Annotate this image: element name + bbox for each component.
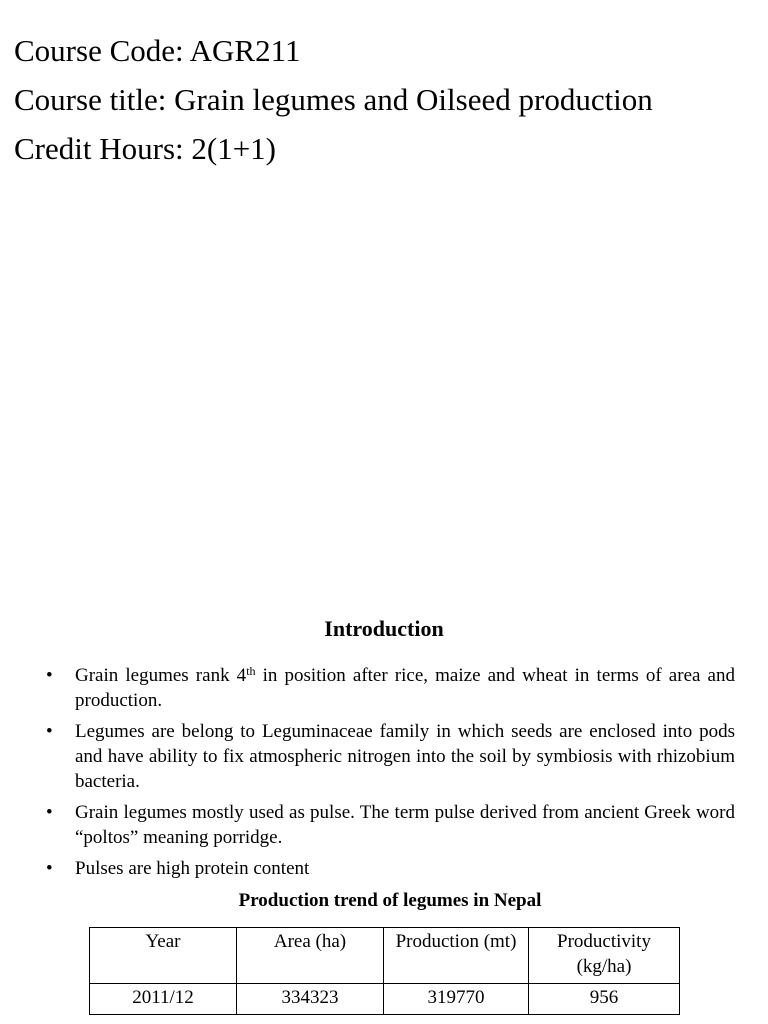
bullet-item [0,719,768,794]
table-cell-production: 319770 [384,984,529,1015]
bullet-text: Grain legumes mostly used as pulse. The term pulse derived from ancient Greek word “poltos” meaning porridge. [75,802,735,848]
bullet-marker: • [46,665,53,686]
table-header-row [90,928,680,984]
bullet-item [0,856,768,881]
column-header-productivity: Productivity (kg/ha) [529,928,680,984]
introduction-heading: Introduction [324,616,444,641]
superscript-ordinal: th [246,664,256,678]
bullet-marker: • [46,802,53,823]
table-cell-productivity: 956 [529,984,680,1015]
table-caption: Production trend of legumes in Nepal [238,890,542,911]
table-cell-area: 334323 [237,984,384,1015]
bullet-text-end: in position after rice, maize and wheat in terms of area and production. [75,665,735,711]
bullet-item [0,663,768,713]
table-row [90,984,680,1015]
bullet-text-start: Grain legumes rank 4 [75,665,247,686]
bullet-text: Pulses are high protein content [75,858,310,879]
table-cell-year: 2011/12 [90,984,237,1015]
course-title: Course title: Grain legumes and Oilseed production [14,82,653,117]
bullet-marker: • [46,858,53,879]
introduction-bullet-list [0,663,768,887]
bullet-item [0,800,768,850]
column-header-production: Production (mt) [384,928,529,984]
credit-hours: Credit Hours: 2(1+1) [14,131,277,166]
course-code: Course Code: AGR211 [14,33,301,68]
course-header [14,26,653,173]
bullet-marker: • [46,721,53,742]
production-trend-table [89,927,680,1015]
column-header-area: Area (ha) [237,928,384,984]
bullet-text: Legumes are belong to Leguminaceae family in which seeds are enclosed into pods and have ability to fix atmospheric nitrogen into the soil by symbiosis with rhizobium bacteria. [75,721,735,792]
column-header-year: Year [90,928,237,984]
